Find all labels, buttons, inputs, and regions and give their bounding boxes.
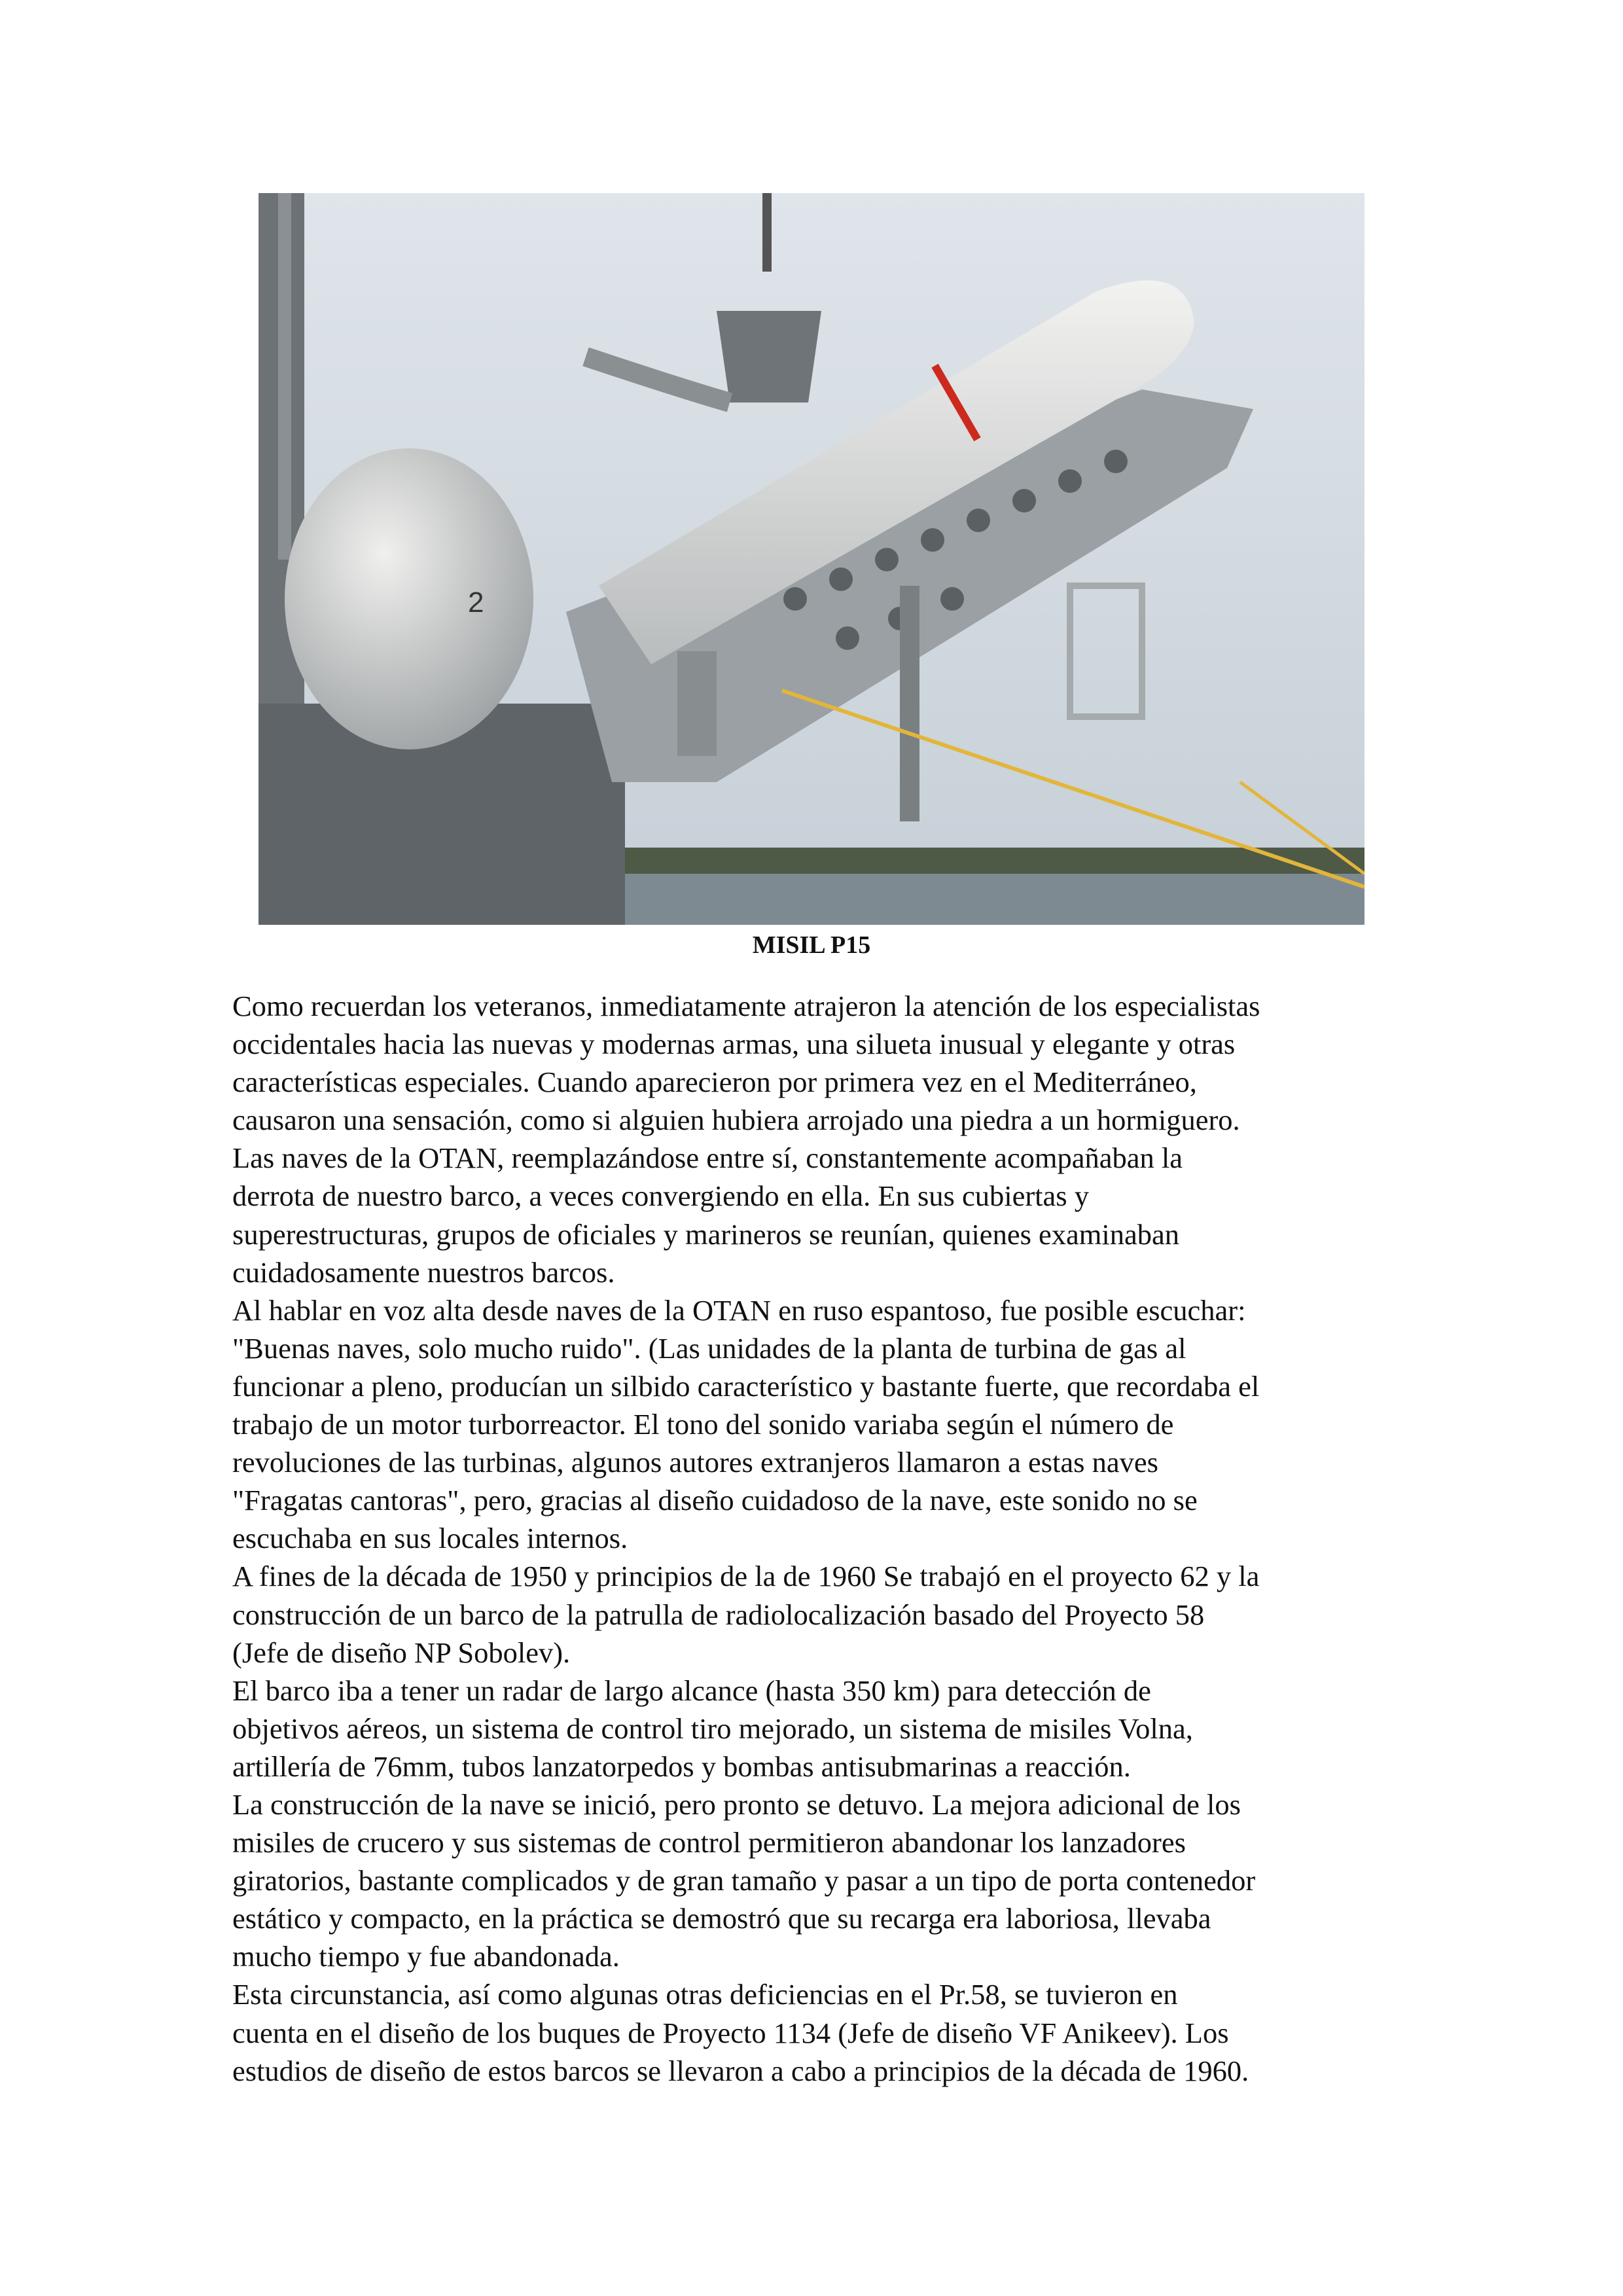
text-line: (Jefe de diseño NP Sobolev). [232,1636,571,1669]
text-line: La construcción de la nave se inició, pero pronto se detuvo. La mejora adicional de los [232,1787,1241,1821]
text-line: giratorios, bastante complicados y de gran tamaño y pasar a un tipo de porta contenedor [232,1864,1256,1897]
text-line: derrota de nuestro barco, a veces convergiendo en ella. En sus cubiertas y [232,1179,1089,1213]
text-line: escuchaba en sus locales internos. [232,1522,628,1555]
text-line: cuenta en el diseño de los buques de Proyecto 1134 (Jefe de diseño VF Anikeev). Los [232,2016,1229,2049]
text-line: El barco iba a tener un radar de largo alcance (hasta 350 km) para detección de [232,1674,1151,1707]
body-text [232,987,1410,2090]
text-line: causaron una sensación, como si alguien hubiera arrojado una piedra a un hormiguero. [232,1103,1240,1137]
text-line: A fines de la década de 1950 y principios de la de 1960 Se trabajó en el proyecto 62 y la [232,1560,1260,1593]
text-line: Al hablar en voz alta desde naves de la OTAN en ruso espantoso, fue posible escuchar: [232,1293,1246,1327]
text-line: trabajo de un motor turborreactor. El tono del sonido variaba según el número de [232,1408,1174,1441]
text-line: construcción de un barco de la patrulla de radiolocalización basado del Proyecto 58 [232,1598,1205,1631]
text-line: Esta circunstancia, así como algunas otras deficiencias en el Pr.58, se tuvieron en [232,1978,1178,2011]
text-line: cuidadosamente nuestros barcos. [232,1255,615,1289]
text-line: características especiales. Cuando aparecieron por primera vez en el Mediterráneo, [232,1066,1197,1099]
missile-photo [259,193,1364,925]
text-line: mucho tiempo y fue abandonada. [232,1940,620,1973]
text-line: revoluciones de las turbinas, algunos autores extranjeros llamaron a estas naves [232,1446,1158,1479]
text-line: superestructuras, grupos de oficiales y marineros se reunían, quienes examinaban [232,1217,1179,1251]
text-line: artillería de 76mm, tubos lanzatorpedos y bombas antisubmarinas a reacción. [232,1749,1131,1783]
missile-launcher-illustration [259,193,1364,925]
text-line: estático y compacto, en la práctica se demostró que su recarga era laboriosa, llevaba [232,1902,1211,1935]
text-line: Como recuerdan los veteranos, inmediatamente atrajeron la atención de los especialistas [232,990,1260,1022]
container-number-text: 2 [468,586,484,619]
text-line: "Fragatas cantoras", pero, gracias al diseño cuidadoso de la nave, este sonido no se [232,1484,1198,1517]
text-line: "Buenas naves, solo mucho ruido". (Las unidades de la planta de turbina de gas al [232,1331,1186,1365]
text-line: Las naves de la OTAN, reemplazándose entre sí, constantemente acompañaban la [232,1141,1183,1175]
text-line: occidentales hacia las nuevas y modernas armas, una silueta inusual y elegante y otras [232,1028,1236,1061]
text-line: misiles de crucero y sus sistemas de control permitieron abandonar los lanzadores [232,1826,1186,1859]
text-line: estudios de diseño de estos barcos se llevaron a cabo a principios de la década de 1960. [232,2054,1249,2087]
figure-caption: MISIL P15 [752,931,871,959]
text-line: funcionar a pleno, producían un silbido característico y bastante fuerte, que recordaba el [232,1369,1260,1403]
text-line: objetivos aéreos, un sistema de control tiro mejorado, un sistema de misiles Volna, [232,1712,1193,1745]
